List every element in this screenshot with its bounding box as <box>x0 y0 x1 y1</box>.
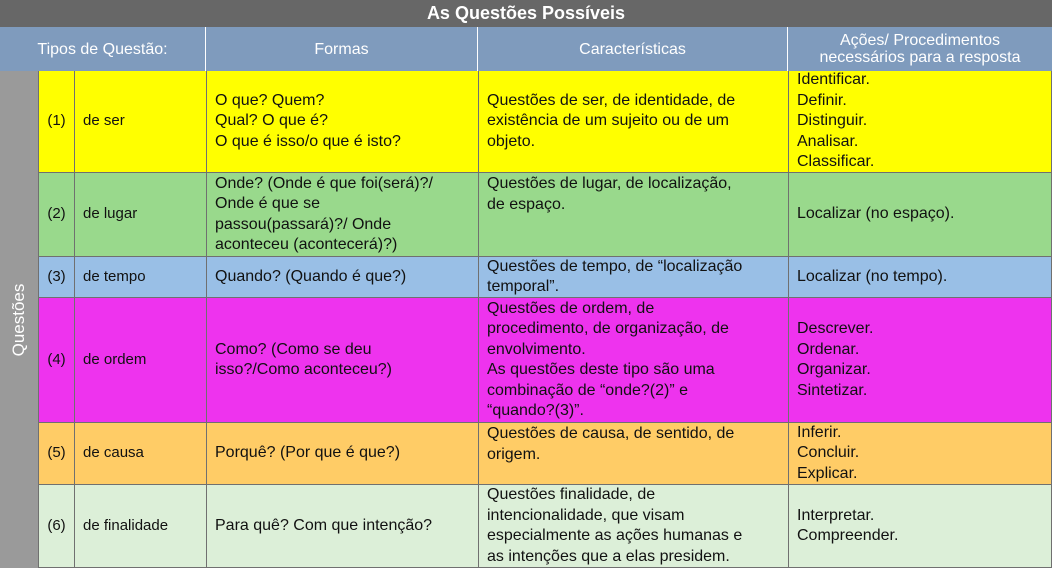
table-row <box>38 257 1052 298</box>
row-formas <box>206 298 478 422</box>
forma-line: Onde é que se <box>215 195 320 212</box>
acao-line: Classificar. <box>797 153 875 171</box>
row-number: (4) <box>38 298 74 422</box>
header-acoes <box>788 27 1052 71</box>
row-type: de causa <box>74 423 206 484</box>
acao-line: Sintetizar. <box>797 381 868 399</box>
header-formas: Formas <box>206 27 478 71</box>
caracteristica-line: Questões de lugar, de localização, <box>487 175 732 192</box>
caracteristica-line: Questões finalidade, de <box>487 486 656 503</box>
forma-line: Para quê? Com que intenção? <box>215 516 433 534</box>
caracteristica-line: especialmente as ações humanas e <box>487 527 743 544</box>
header-acoes-line1: Ações/ Procedimentos <box>839 32 1001 49</box>
row-type: de finalidade <box>74 485 206 567</box>
caracteristica-line: temporal”. <box>487 278 560 295</box>
row-formas <box>206 423 478 484</box>
header-acoes-line2: necessários para a resposta <box>819 49 1021 66</box>
forma-line: Onde? (Onde é que foi(será)?/ <box>215 174 433 192</box>
acao-line: Definir. <box>797 91 847 109</box>
acao-line: Distinguir. <box>797 112 868 130</box>
acao-line: Compreender. <box>797 527 899 544</box>
row-number: (6) <box>38 485 74 567</box>
row-acoes <box>788 71 1052 172</box>
row-acoes <box>788 298 1052 422</box>
forma-line: O que? Quem? <box>215 91 325 109</box>
caracteristica-line: de espaço. <box>487 195 566 213</box>
caracteristica-line: procedimento, de organização, de <box>487 320 729 337</box>
table-row <box>38 423 1052 485</box>
acao-line: Inferir. <box>797 423 842 441</box>
row-caracteristicas <box>478 257 788 297</box>
acao-line: Localizar (no espaço). <box>797 205 955 223</box>
row-acoes <box>788 257 1052 297</box>
caracteristica-line: Questões de ser, de identidade, de <box>487 91 736 109</box>
forma-line: Qual? O que é? <box>215 112 328 130</box>
row-formas <box>206 71 478 172</box>
table-row <box>38 173 1052 257</box>
acao-line: Organizar. <box>797 361 871 378</box>
forma-line: O que é isso/o que é isto? <box>215 132 401 150</box>
caracteristica-line: combinação de “onde?(2)” e <box>487 381 689 399</box>
caracteristica-line: existência de um sujeito ou de um <box>487 112 729 130</box>
row-number: (3) <box>38 257 74 297</box>
caracteristica-line: Questões de causa, de sentido, de <box>487 425 735 442</box>
row-number: (2) <box>38 173 74 256</box>
header-tipos: Tipos de Questão: <box>0 27 206 71</box>
table-row <box>38 298 1052 423</box>
acao-line: Concluir. <box>797 444 860 462</box>
caracteristica-line: as intenções que a elas presidem. <box>487 547 730 565</box>
forma-line: Porquê? (Por que é que?) <box>215 444 401 462</box>
acao-line: Interpretar. <box>797 506 875 524</box>
caracteristica-line: intencionalidade, que visam <box>487 506 685 524</box>
table-row <box>38 485 1052 568</box>
row-type: de lugar <box>74 173 206 256</box>
row-caracteristicas <box>478 423 788 484</box>
acao-line: Analisar. <box>797 132 859 150</box>
forma-line: Quando? (Quando é que?) <box>215 267 407 285</box>
row-formas <box>206 485 478 567</box>
forma-line: passou(passará)?/ Onde <box>215 215 392 233</box>
header-caracteristicas: Características <box>478 27 788 71</box>
row-acoes <box>788 423 1052 484</box>
caracteristica-line: As questões deste tipo são uma <box>487 361 715 378</box>
row-type: de ser <box>74 71 206 172</box>
forma-line: aconteceu (acontecerá)?) <box>215 236 398 253</box>
table-row <box>38 71 1052 173</box>
acao-line: Ordenar. <box>797 340 860 358</box>
row-acoes <box>788 485 1052 567</box>
row-formas <box>206 173 478 256</box>
row-caracteristicas <box>478 71 788 172</box>
row-number: (5) <box>38 423 74 484</box>
acao-line: Localizar (no tempo). <box>797 267 948 285</box>
row-caracteristicas <box>478 298 788 422</box>
row-type: de tempo <box>74 257 206 297</box>
caracteristica-line: Questões de tempo, de “localização <box>487 257 743 275</box>
caracteristica-line: envolvimento. <box>487 340 586 358</box>
acao-line: Descrever. <box>797 320 874 337</box>
acao-line: Identificar. <box>797 71 870 89</box>
table-title: As Questões Possíveis <box>0 0 1052 27</box>
row-caracteristicas <box>478 485 788 567</box>
row-caracteristicas <box>478 173 788 256</box>
row-acoes <box>788 173 1052 256</box>
caracteristica-line: origem. <box>487 445 541 463</box>
forma-line: Como? (Como se deu <box>215 340 372 358</box>
acao-line: Explicar. <box>797 464 858 482</box>
side-label <box>0 71 38 568</box>
side-label-text: Questões <box>9 283 28 356</box>
row-type: de ordem <box>74 298 206 422</box>
caracteristica-line: objeto. <box>487 132 536 150</box>
row-formas <box>206 257 478 297</box>
forma-line: isso?/Como aconteceu?) <box>215 361 392 378</box>
caracteristica-line: Questões de ordem, de <box>487 299 655 317</box>
row-number: (1) <box>38 71 74 172</box>
caracteristica-line: “quando?(3)”. <box>487 402 584 419</box>
